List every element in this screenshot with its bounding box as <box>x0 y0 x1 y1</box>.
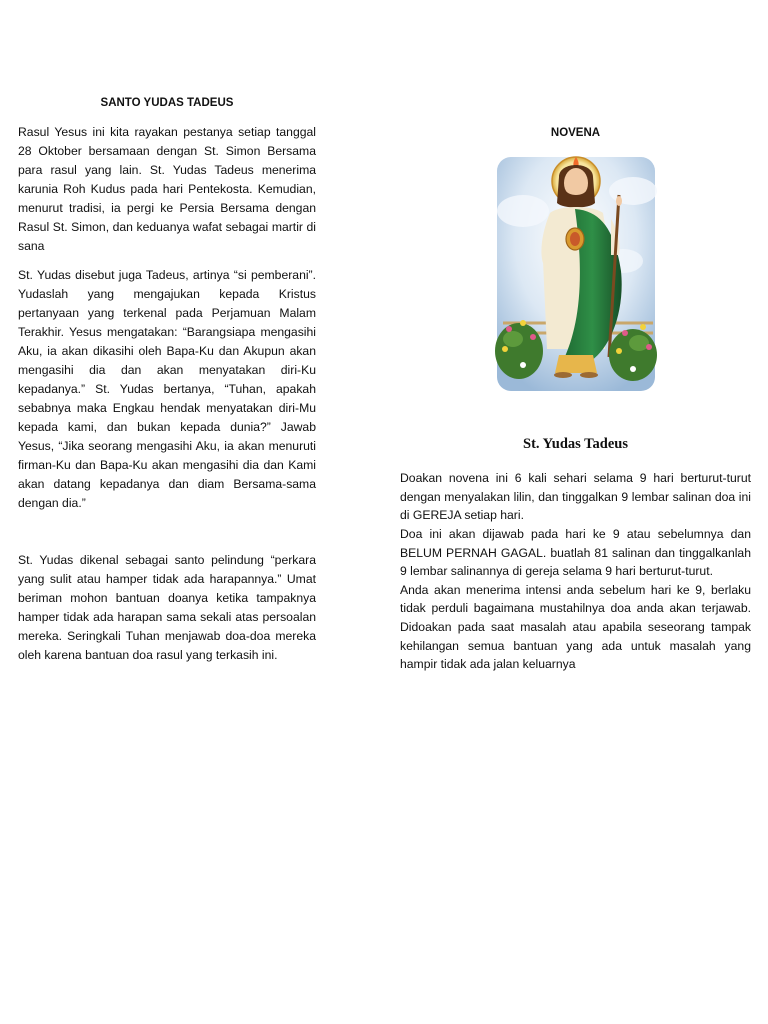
left-column <box>18 94 316 675</box>
paragraph-last-supper: St. Yudas disebut juga Tadeus, artinya “si pemberani”. Yudaslah yang mengajukan kepada Kristus pertanyaan yang terkenal pada Perjamuan Malam Terakhir. Yesus mengatakan: “Barangsiapa mengasihi Aku, ia akan dikasihi oleh Bapa-Ku dan Akupun akan mengasihi dia dan akan menyatakan diri-Ku kepadanya.” St. Yudas bertanya, “Tuhan, apakah sebabnya maka Engkau hendak menyatakan diri-Mu kepada kami, dan bukan kepada dunia?” Jawab Yesus, “Jika seorang mengasihi Aku, ia akan menuruti firman-Ku dan Bapa-Ku akan mengasihi dia dan Kami akan datang kepadanya dan diam Bersama-sama dengan dia.” <box>18 268 316 510</box>
paragraph-patron: St. Yudas dikenal sebagai santo pelindung “perkara yang sulit atau hamper tidak ada harapannya.” Umat beriman mohon bantuan doanya ketika tampaknya hamper tidak ada harapan sama sekali atas persoalan mereka. Seringkali Tuhan menjawab doa-doa mereka oleh karena bantuan doa rasul yang terkasih ini. <box>18 553 316 662</box>
left-title: SANTO YUDAS TADEUS <box>100 97 234 109</box>
paragraph-feast: Rasul Yesus ini kita rayakan pestanya setiap tanggal 28 Oktober bersamaan dengan St. Simon Bersama para rasul yang lain. St. Yudas Tadeus menerima karunia Roh Kudus pada hari Pentekosta. Kemudian, menurut tradisi, ia pergi ke Persia Bersama dengan Rasul St. Simon, dan keduanya wafat sebagai martir di sana <box>18 125 316 253</box>
saint-name-caption: St. Yudas Tadeus <box>523 435 628 452</box>
novena-instruction-2: Doa ini akan dijawab pada hari ke 9 atau sebelumnya dan BELUM PERNAH GAGAL. buatlah 81 salinan dan tinggalkanlah 9 lembar salinannya di gereja selama 9 hari berturut-turut. <box>400 526 751 579</box>
right-column <box>400 124 751 674</box>
novena-instruction-3: Anda akan menerima intensi anda sebelum hari ke 9, berlaku tidak perduli bagaimana mustahilnya doa anda akan terjawab. Didoakan pada saat masalah atau apabila seseorang tampak kehilangan semua bantuan yang ada untuk masalah yang hampir tidak ada jalan keluarnya <box>400 582 751 672</box>
novena-instruction-1: Doakan novena ini 6 kali sehari selama 9 hari berturut-turut dengan menyalakan lilin, dan tinggalkan 9 lembar salinan doa ini di GEREJA setiap hari. <box>400 471 751 523</box>
saint-jude-image <box>493 151 659 399</box>
novena-title: NOVENA <box>550 127 601 139</box>
